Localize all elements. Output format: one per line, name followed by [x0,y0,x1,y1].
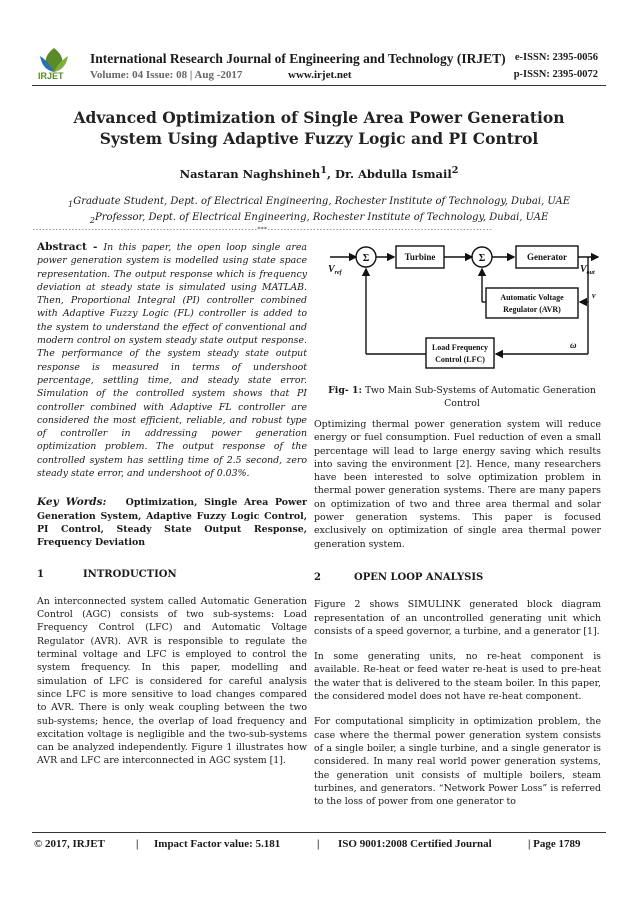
footer-page: | Page 1789 [528,838,581,850]
sum-1-label: Σ [362,253,370,264]
section-2-heading [314,571,601,584]
footer-separator-1: | [136,838,139,850]
figure-label: Fig- 1: [328,385,363,396]
section-2-number: 2 [314,571,321,583]
author-2: Dr. Abdulla Ismail [334,166,452,181]
open-loop-paragraph-2: In some generating units, no re-heat component is available. Re-heat or feed water re-heat is used to pre-heat the water that is delivered to the steam boiler. In this paper, the considered model does not have re-heat component. [314,651,601,703]
author-2-sup: 2 [451,165,459,176]
footer-separator-2: | [317,838,320,850]
aff-1-text: Graduate Student, Dept. of Electrical Engineering, Rochester Institute of Technology, Dubai, UAE [73,196,571,207]
title-separator: ---------------------------------------------------------------------***--------------------------------------------------------------------- [32,226,492,233]
authors [60,165,578,181]
lfc-label-2: Control (LFC) [435,355,485,364]
agc-block-diagram [326,232,602,382]
turbine-label: Turbine [404,252,436,262]
keywords-colon: : [102,496,107,509]
avr-label-1: Automatic Voltage [500,293,564,302]
footer-rule [32,832,606,833]
section-1-title: INTRODUCTION [83,568,177,580]
vout-symbol: $V_{out}$ [580,264,595,276]
eissn: e-ISSN: 2395-0056 [514,52,598,63]
footer-impact-factor: Impact Factor value: 5.181 [154,838,281,850]
author-1: Nastaran Naghshineh [179,166,321,181]
keywords [37,496,307,549]
vref-symbol: $V_{ref}$ [328,264,342,276]
keywords-text: Optimization, Single Area Power Generation System, Adaptive Fuzzy Logic Control, PI Control, Steady State Output Response, Frequency Deviation [37,497,307,549]
abstract-text: In this paper, the open loop single area power generation system is modelled using state space representation. The output response which is frequency deviation at steady state is simulated using MATLAB. Then, Proportional Integral (PI) controller combined with Adaptive Fuzzy Logic (FL) controller is added to the system to understand the effect of conventional and modern control on system steady state output response. The performance of the system steady state output response is measured in terms of undershoot percentage, settling time, and steady state error. Simulation of the controlled system shows that PI controller combined with Adaptive FL controller are considered the most efficient, reliable, and robust type of controller in addressing power generation optimization problem. The output response of the controlled system has settling time of 2.5 second, zero steady state error, and undershoot of 0.03%. [37,242,308,480]
affiliation-1 [40,196,598,209]
author-separator: , [326,166,335,181]
section-1-number: 1 [37,568,44,580]
left-column [37,241,307,780]
figure-caption-text: Two Main Sub-Systems of Automatic Generation Control [362,385,596,409]
header-rule [32,85,606,86]
abstract-label: Abstract - [37,241,104,253]
journal-name: International Research Journal of Engineering and Technology (IRJET) [90,51,506,66]
logo-wordmark: IRJET [38,71,64,81]
omega-signal-label: ω [570,340,577,350]
avr-label-2: Regulator (AVR) [503,305,561,314]
figure-caption [320,384,604,410]
abstract [37,241,307,480]
open-loop-paragraph-1: Figure 2 shows SIMULINK generated block diagram representation of an uncontrolled generating unit which consists of a speed governor, a turbine, and a generator [1]. [314,599,601,637]
right-paragraph-1: Optimizing thermal power generation system will reduce energy or fuel consumption. Fuel reduction of even a small percentage will lead to large energy saving which results into saving the environment [2]. Hence, many researchers have been interested to solve optimization problem in thermal power generation systems. There are many papers on optimization of two and three area thermal and solar power generation systems. This paper is focused exclusively on optimization of single area thermal power generation system. [314,419,601,550]
paper-title [60,107,578,149]
section-1-heading [37,568,307,581]
sum-2-label: Σ [478,253,486,264]
lfc-label-1: Load Frequency [431,343,489,352]
section-2-title: OPEN LOOP ANALYSIS [354,571,484,583]
journal-website: www.irjet.net [288,69,352,81]
title-line-2: System Using Adaptive Fuzzy Logic and PI Control [99,129,539,148]
footer-copyright: © 2017, IRJET [34,838,105,850]
author-1-sup: 1 [320,165,327,176]
generator-label: Generator [527,252,567,262]
intro-paragraph: An interconnected system called Automatic Generation Control (AGC) consists of two sub-systems: Load Frequency Control (LFC) and Automatic Voltage Regulator (AVR). AVR is responsible to regulate the terminal voltage and LFC is employed to control the system frequency. In this paper, modelling and simulation of LFC is considered for careful analysis since LFC is more sensitive to load changes compared to AVR. There is only weak coupling between the two sub-systems; hence, the overlap of load frequency and excitation voltage is negligible and the two-sub-systems can be analyzed independently. Figure 1 illustrates how AVR and LFC are interconnected in AGC system [1]. [37,595,307,767]
aff-2-text: Professor, Dept. of Electrical Engineering, Rochester Institute of Technology, Dubai, UAE [95,212,549,223]
title-line-1: Advanced Optimization of Single Area Power Generation [73,108,565,127]
open-loop-paragraph-3: For computational simplicity in optimization problem, the case where the thermal power generation system consists of a single boiler, a single turbine, and a single generator is considered. In many real world power generation systems, the generation unit consists of multiple boilers, steam turbines, and generators. “Network Power Loss” is referred to the loss of power from one generator to [314,716,601,808]
aff-2-num: 2 [89,215,96,225]
aff-1-num: 1 [67,199,74,209]
v-signal-label: v [592,291,596,300]
volume-issue: Volume: 04 Issue: 08 | Aug -2017 [90,69,243,81]
pissn: p-ISSN: 2395-0072 [513,69,598,80]
right-column [314,418,601,820]
footer-iso: ISO 9001:2008 Certified Journal [338,838,492,850]
keywords-label: Key Words [37,496,103,509]
affiliation-2 [40,212,598,225]
